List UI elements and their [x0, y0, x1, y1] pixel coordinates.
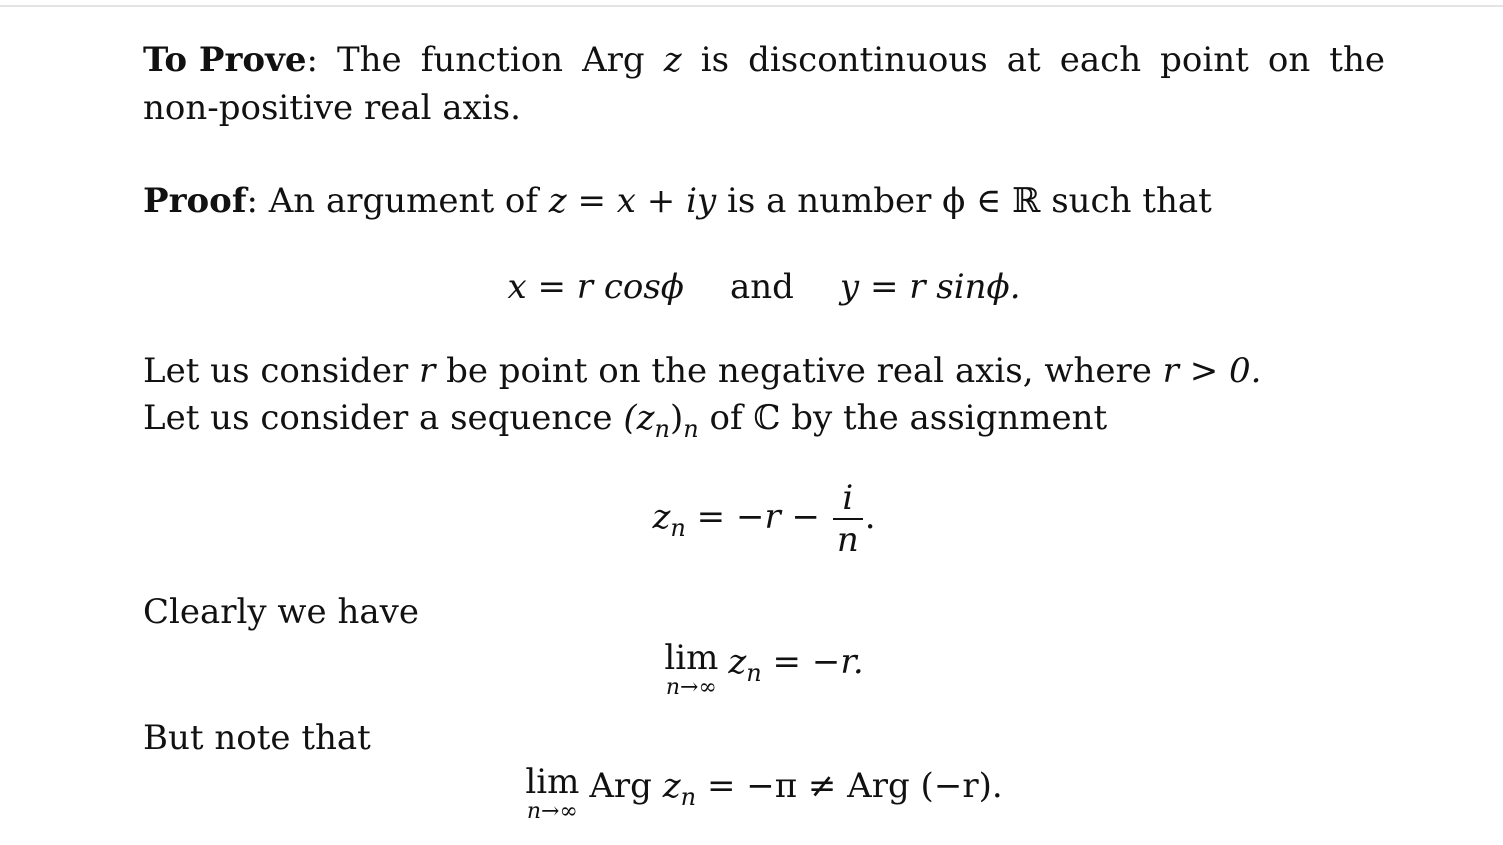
statement-word: is	[700, 40, 730, 80]
statement-line-2: non-positive real axis.	[143, 88, 521, 128]
sequence-equation: $z_n = -r$ − $\frac{i}{n}$ .	[652, 478, 876, 560]
proof-line: Proof: An argument of z = x + iy is a number ϕ ∈ ℝ such that	[143, 181, 1212, 221]
polar-x: x = r cosϕ	[507, 267, 684, 307]
fraction-i-over-n: $\frac{i}{n}$	[833, 478, 863, 560]
polar-y: y = r sinϕ.	[839, 267, 1021, 307]
statement-word: Arg	[582, 40, 645, 80]
statement-word: at	[1006, 40, 1041, 80]
condition-r-positive: r > 0.	[1162, 351, 1262, 391]
limit-equation-2: lim n→∞ Arg $z_n = -\pi$ ≠ Arg (−r).	[525, 762, 1003, 824]
to-prove-label: To Prove	[143, 40, 307, 80]
statement-word: discontinuous	[748, 40, 988, 80]
polar-equation	[143, 265, 1385, 309]
statement-word: The	[336, 40, 402, 80]
limit-equation-1: lim n→∞ $z_n = -r$.	[664, 638, 864, 700]
consider-line-2: Let us consider a sequence $(z_n)_n$ of ℂ by the assignment	[143, 398, 1108, 443]
top-border	[0, 0, 1503, 7]
statement-word: each	[1059, 40, 1142, 80]
clearly-text: Clearly we have	[143, 592, 419, 632]
math-phi-in-r: ϕ ∈ ℝ	[942, 181, 1041, 221]
statement-word: function	[420, 40, 564, 80]
statement-word: point	[1160, 40, 1249, 80]
statement-line-1: To Prove: The function Arg z is discontinuous at each point on the	[143, 40, 1385, 80]
statement-word: the	[1329, 40, 1385, 80]
polar-and: and	[729, 267, 794, 307]
math-z-equals: z = x + iy	[548, 181, 717, 221]
statement-word: on	[1267, 40, 1311, 80]
but-note-text: But note that	[143, 718, 371, 758]
proof-label: Proof	[143, 181, 247, 221]
statement-word: z	[663, 40, 682, 80]
consider-line-1: Let us consider r be point on the negative real axis, where r > 0.	[143, 351, 1262, 391]
